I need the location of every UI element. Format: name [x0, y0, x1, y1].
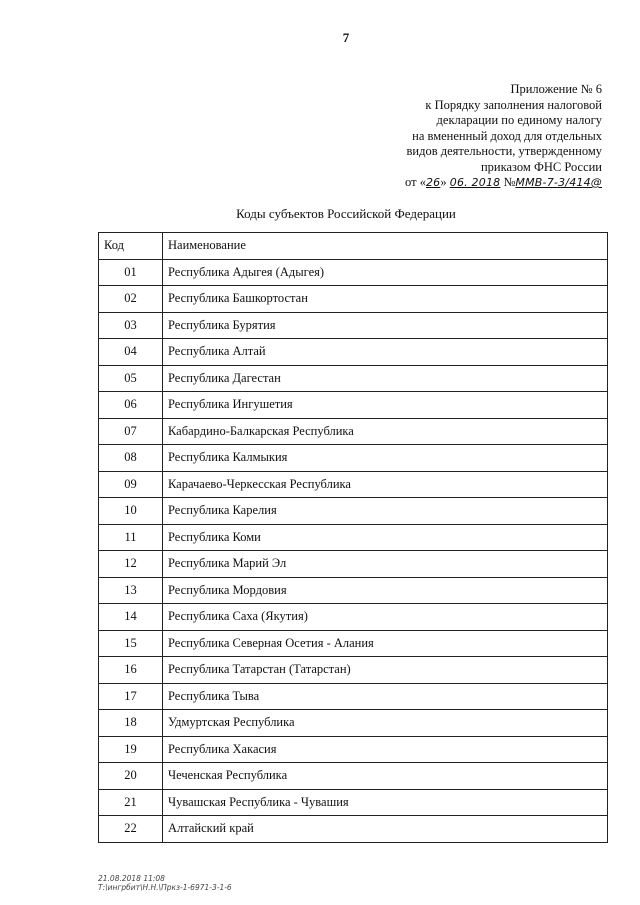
region-name-cell: Республика Карелия — [163, 498, 608, 525]
region-code-cell: 14 — [99, 604, 163, 631]
table-header-row — [99, 233, 608, 260]
region-name-cell: Республика Ингушетия — [163, 392, 608, 419]
header-name: Наименование — [163, 233, 608, 260]
date-mid: » — [440, 175, 447, 189]
table-row — [99, 418, 608, 445]
region-code-cell: 19 — [99, 736, 163, 763]
table-row — [99, 551, 608, 578]
region-name-cell: Республика Бурятия — [163, 312, 608, 339]
region-code-cell: 01 — [99, 259, 163, 286]
header-code: Код — [99, 233, 163, 260]
region-name-cell: Республика Северная Осетия - Алания — [163, 630, 608, 657]
region-name-cell: Республика Хакасия — [163, 736, 608, 763]
region-code-cell: 06 — [99, 392, 163, 419]
region-name-cell: Республика Дагестан — [163, 365, 608, 392]
region-codes-table — [98, 232, 608, 843]
table-row — [99, 339, 608, 366]
region-name-cell: Республика Коми — [163, 524, 608, 551]
region-name-cell: Республика Мордовия — [163, 577, 608, 604]
region-name-cell: Карачаево-Черкесская Республика — [163, 471, 608, 498]
region-code-cell: 12 — [99, 551, 163, 578]
region-name-cell: Чеченская Республика — [163, 763, 608, 790]
region-code-cell: 16 — [99, 657, 163, 684]
region-code-cell: 10 — [99, 498, 163, 525]
region-name-cell: Республика Татарстан (Татарстан) — [163, 657, 608, 684]
region-code-cell: 11 — [99, 524, 163, 551]
table-row — [99, 498, 608, 525]
region-name-cell: Республика Тыва — [163, 683, 608, 710]
table-row — [99, 789, 608, 816]
table-row — [99, 816, 608, 843]
print-footer — [98, 874, 232, 892]
region-code-cell: 02 — [99, 286, 163, 313]
region-code-cell: 04 — [99, 339, 163, 366]
table-row — [99, 524, 608, 551]
region-code-cell: 08 — [99, 445, 163, 472]
footer-path: Т:\ингрбит\Н.Н.\Пркз-1-6971-3-1-6 — [98, 883, 232, 892]
table-row — [99, 630, 608, 657]
region-code-cell: 20 — [99, 763, 163, 790]
region-code-cell: 21 — [99, 789, 163, 816]
table-row — [99, 710, 608, 737]
region-name-cell: Удмуртская Республика — [163, 710, 608, 737]
document-title: Коды субъектов Российской Федерации — [236, 206, 456, 221]
table-row — [99, 471, 608, 498]
table-body — [99, 259, 608, 842]
table-row — [99, 259, 608, 286]
region-name-cell: Республика Алтай — [163, 339, 608, 366]
table-row — [99, 312, 608, 339]
order-date-line — [282, 175, 602, 191]
table-row — [99, 763, 608, 790]
table-row — [99, 392, 608, 419]
table-row — [99, 365, 608, 392]
table-row — [99, 657, 608, 684]
region-name-cell: Республика Марий Эл — [163, 551, 608, 578]
table-row — [99, 445, 608, 472]
appendix-line: Приложение № 6 — [510, 82, 602, 96]
table-row — [99, 604, 608, 631]
table-row — [99, 577, 608, 604]
region-name-cell: Чувашская Республика - Чувашия — [163, 789, 608, 816]
date-day: 26 — [425, 176, 441, 189]
appendix-header — [282, 82, 602, 191]
table-row — [99, 736, 608, 763]
table-row — [99, 286, 608, 313]
region-code-cell: 05 — [99, 365, 163, 392]
date-rest: 06. 2018 — [449, 176, 501, 189]
appendix-line: на вмененный доход для отдельных — [412, 128, 602, 143]
region-name-cell: Республика Саха (Якутия) — [163, 604, 608, 631]
region-name-cell: Республика Башкортостан — [163, 286, 608, 313]
region-name-cell: Республика Калмыкия — [163, 445, 608, 472]
appendix-line: видов деятельности, утвержденному — [406, 144, 602, 158]
order-number: ММВ-7-3/414@ — [515, 176, 602, 189]
appendix-line: приказом ФНС России — [480, 159, 602, 174]
region-name-cell: Кабардино-Балкарская Республика — [163, 418, 608, 445]
region-code-cell: 07 — [99, 418, 163, 445]
page-number: 7 — [342, 30, 350, 45]
number-prefix: № — [503, 175, 516, 189]
region-code-cell: 15 — [99, 630, 163, 657]
region-code-cell: 13 — [99, 577, 163, 604]
table-row — [99, 683, 608, 710]
region-code-cell: 18 — [99, 710, 163, 737]
region-code-cell: 22 — [99, 816, 163, 843]
region-name-cell: Республика Адыгея (Адыгея) — [163, 259, 608, 286]
appendix-line: к Порядку заполнения налоговой — [425, 97, 602, 112]
footer-timestamp: 21.08.2018 11:08 — [98, 874, 165, 883]
region-code-cell: 03 — [99, 312, 163, 339]
appendix-line: декларации по единому налогу — [436, 113, 602, 127]
region-code-cell: 17 — [99, 683, 163, 710]
date-prefix: от « — [405, 175, 426, 189]
region-code-cell: 09 — [99, 471, 163, 498]
region-name-cell: Алтайский край — [163, 816, 608, 843]
